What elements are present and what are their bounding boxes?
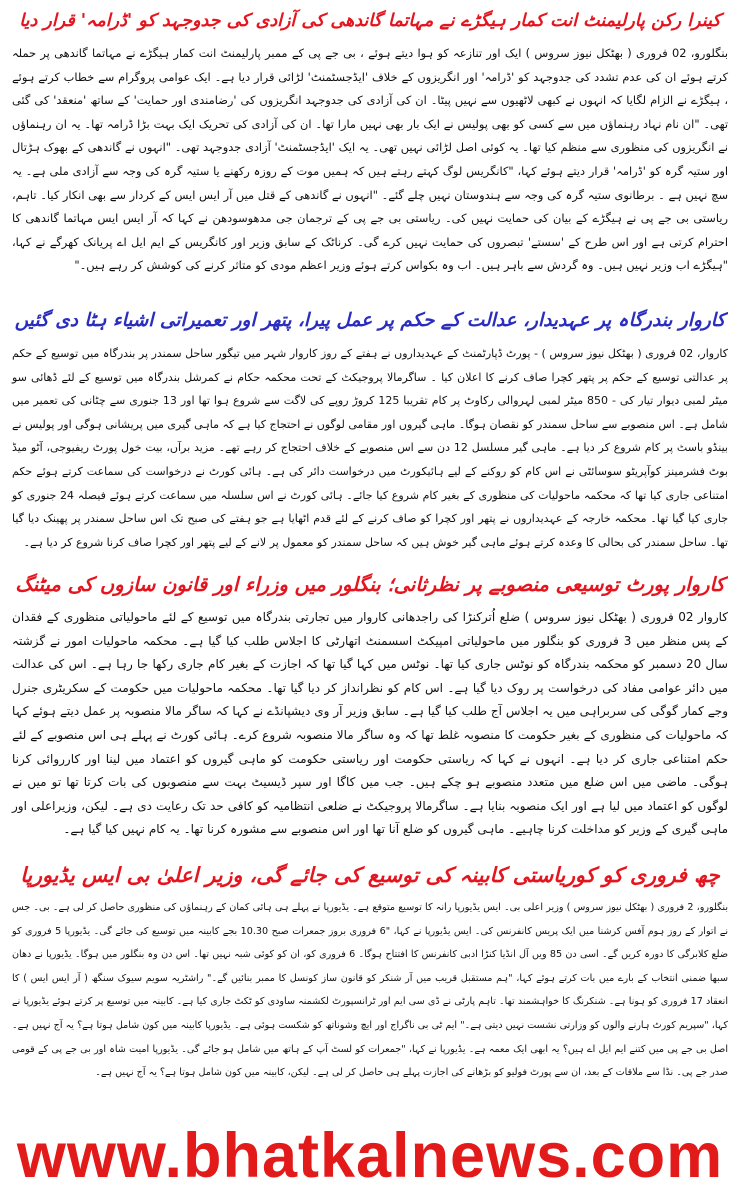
article-headline: چھ فروری کو کوریاستی کابینہ کی توسیع کی جائے گی، وزیر اعلیٰ بی ایس یڈیورپا bbox=[20, 863, 720, 887]
website-banner: www.bhatkalnews.com bbox=[16, 1122, 724, 1190]
article-headline: کاروار بندرگاہ پر عہدیدار، عدالت کے حکم پر عمل پیرا، پتھر اور تعمیراتی اشیاء ہٹا دی گئیں bbox=[14, 310, 726, 331]
article-cabinet-expansion bbox=[0, 848, 740, 1086]
article-headline: کینرا رکن پارلیمنٹ انت کمار ہیگڑے نے مہاتما گاندھی کی آزادی کی جدوجہد کو 'ڈرامہ' قرار دیا bbox=[19, 11, 721, 31]
article-body: کاروار، 02 فروری ( بھٹکل نیوز سروس ) - پورٹ ڈپارٹمنٹ کے عہدیداروں نے ہفتے کے روز کاروار شہر میں تیگور ساحل سمندر پر بندرگاہ میں توسیع کے حکم پر عدالتی توسیع کے حکم پر پتھر کچرا صاف کرنے کا اعلان کیا ۔ ساگرمالا پروجیکٹ کے تحت محکمہ حکام نے کمرشل بندرگاہ میں توسیع کے لئے ڈھائی سو میٹر لمبی دیوار تیار کی - 850 میٹر لمبی لہروالی رکاوٹ پر کام تقریبا 125 کروڑ روپے کی لاگت سے شروع ہوا تھا اور 13 جنوری سے چٹانی کی تعمیر میں شامل ہے۔ اس منصوبے سے ساحل سمندر کو نقصان ہوگا۔ ماہی گیروں اور مقامی لوگوں نے احتجاج کیا ہے کہ ماہی گیری میں پریشانی ہوگی اور پولیس نے بینڈو باسٹ پر کام شروع کر دیا ہے۔ ماہی گیر مسلسل 12 دن سے اس منصوبے کے خلاف احتجاج کر رہے تھے۔ مزید برآں، بیت خول پورٹ ریفیوجی، آٹو میڈ بوٹ فشرمینز کوآپریٹو سوسائٹی نے اس کام کو روکنے کے لیے ہائیکورٹ میں درخواست دائر کی ہے۔ ہائی کورٹ نے درخواست کی سماعت کرتے ہوئے حکم امتناعی جاری کیا تھا کہ محکمہ ماحولیات کی منظوری کے بغیر کام شروع کیا جائے۔ ہائی کورٹ نے اس سلسلہ میں سماعت کرتے ہوئے فیصلہ 24 جنوری کو جاری کیا گیا تھا۔ محکمہ خارجہ کے عہدیداروں نے پتھر اور کچرا کو صاف کرنے کے لئے قدم اٹھایا ہے جو ہفتے کی صبح تک اس ساحل سمندر پر پھینک دیا گیا تھا۔ ساحل سمندر کی بحالی کا وعدہ کرتے ہوئے ماہی گیر خوش ہیں کہ ساحل سمندر کو معمول پر لانے کے لیے پتھر اور کچرا صاف کرنا شروع کر دیا ہے۔ bbox=[12, 347, 728, 549]
article-hegde-gandhi bbox=[0, 0, 740, 300]
article-body: بنگلورو، 2 فروری ( بھٹکل نیوز سروس ) وزیر اعلی بی۔ ایس یڈیورپا رانہ کا توسیع متوقع ہے۔ یڈیورپا نے پہلے ہی ہائی کمان کے رہنماؤں کی منظوری حاصل کر لی ہے۔ بی۔ جس نے اتوار کے روز ہوم آفس کرشنا میں ایک پریس کانفرنس کی۔ ایس یڈیورپا نے کہا، "6 فروری بروز جمعرات صبح 10.30 بجے کابینہ میں توسیع کی جائے گی۔ یڈیورپا 5 فروری کو ضلع کلابرگی کا دورہ کریں گے۔ اسی دن 85 ویں آل انڈیا کنڑا ادبی کانفرنس کا افتتاح ہوگا۔ 6 فروری کو، ان کو کوئی شبہ نہیں تھا۔ اس دن وہ بنگلور میں ہوگا۔ یڈیورپا نے دھان سبھا ضمنی انتخاب کے بارے میں بات کرتے ہوئے کہا، "ہم مستقبل قریب میں آر شنکر کو قانون ساز کونسل کا ممبر بنائیں گے۔" راشٹریہ سویم سیوک سنگھ ( آر ایس ایس ) کا انعقاد 17 فروری کو ہونا ہے۔ شنکرنگ کا خواہشمند تھا۔ تاہم پارٹی نے ڈی سی ایم اور ٹرانسپورٹ لکشمنہ ساودی کو ٹکٹ جاری کیا ہے۔ کابینہ میں توسیع پر کرتے ہوئے یڈیورپا نے کہا، "سپریم کورٹ ہارنے والوں کو وزارتی نشست نہیں دیتی ہے۔" ایم ٹی بی ناگراج اور ایچ وشوناتھ کو شکست ہوئی ہے۔ یڈیورپا کابینہ میں کون شامل ہوتا ہے؟ یہ آج نہیں ہے۔ اصل بی جے پی میں کتنے ایم ایل اے ہیں؟ یہ ابھی ایک معمہ ہے۔ یڈیورپا نے کہا، "جمعرات کو لسٹ آپ کے ہاتھ میں شامل ہو جائے گی۔ یڈیورپا امیت شاہ اور بی جے پی کے قومی صدر جے پی۔ نڈا سے ملاقات کے بعد، ان سے پورٹ فولیو کو بڑھانے کی اجازت پہلے ہی حاصل کر لی ہے۔ لیکن، کابینہ میں کون شامل ہوتا ہے؟ یہ آج نہیں ہے۔ bbox=[12, 902, 728, 1079]
article-body: بنگلورو، 02 فروری ( بھٹکل نیوز سروس ) ایک اور تنازعہ کو ہوا دیتے ہوئے ، بی جے پی کے ممبر پارلیمنٹ انت کمار ہیگڑے نے مہاتما گاندھی پر حملہ کرتے ہوئے ان کی عدم تشدد کی جدوجہد کو 'ڈرامہ' اور انگریزوں کے خلاف 'ایڈجسٹمنٹ' لڑائی قرار دیا ہے۔ ایک عوامی پروگرام سے خطاب کرتے ہوئے ، ہیگڑے نے الزام لگایا کہ انہوں نے کبھی لاٹھیوں سے نہیں پیٹا۔ ان کی آزادی کی جدوجہد انگریزوں کی 'رضامندی اور حمایت' کے ساتھ 'منعقد' کی گئی تھی۔ "ان نام نہاد رہنماؤں میں سے کسی کو بھی پولیس نے ایک بار بھی نہیں مارا تھا۔ ان کی آزادی کی تحریک ایک بہت بڑا ڈرامہ تھا۔ یہ ان رہنماؤں نے انگریزوں کی منظوری سے منظم کیا تھا۔ یہ کوئی اصل لڑائی نہیں تھی۔ یہ ایک 'ایڈجسٹمنٹ' آزادی جدوجہد تھی۔ "انہوں نے گاندھی کے بھوک ہڑتال اور ستیہ گرہ کو 'ڈرامہ' قرار دیتے ہوئے کہا، "کانگریس لوگ کہتے رہتے ہیں کہ ہمیں موت کے روزہ رکھنے یا ستیہ گرہ کی وجہ سے آزادی ملی ہے۔ یہ سچ نہیں ہے ۔ برطانوی ستیہ گرہ کی وجہ سے ہندوستان نہیں چلے گئے۔ "انہوں نے گاندھی کے قتل میں آر ایس ایس کے کردار سے بھی انکار کیا۔ تاہم، ریاستی بی جے پی نے ہیگڑے کے بیان کی حمایت نہیں کی۔ ریاستی بی جے پی کے ترجمان جی مدھوسودھن نے کہا کہ آر ایس ایس مہاتما گاندھی کا احترام کرتی ہے اور اس طرح کے 'سستے' تبصروں کی حمایت نہیں کرے گی۔ کرناٹک کے سابق وزیر اور کانگریس کے ایم ایل اے پریانک کھرگے نے کہا، "ہیگڑے اب وزیر نہیں ہیں۔ وہ گردش سے باہر ہیں۔ اب وہ بکواس کرتے ہوئے وزیر اعظم مودی کو متاثر کرنے کی کوشش کر رہے ہیں۔" bbox=[12, 46, 728, 273]
article-headline: کاروار پورٹ توسیعی منصوبے پر نظرثانی؛ بنگلور میں وزراء اور قانون سازوں کی میٹنگ bbox=[15, 573, 725, 596]
article-karwar-port-cleanup bbox=[0, 300, 740, 556]
article-body: کاروار 02 فروری ( بھٹکل نیوز سروس ) ضلع اُترکنڑا کی راجدھانی کاروار میں تجارتی بندرگاہ میں توسیع کے لئے ماحولیاتی منظوری کے فقدان کے پس منظر میں 3 فروری کو بنگلور میں ماحولیاتی امپیکٹ اسسمنٹ اتھارٹی کا اجلاس طلب کیا گیا ہے۔ محکمہ ماحولیات امور نے گزشتہ سال 20 دسمبر کو محکمہ بندرگاہ کو نوٹس جاری کیا تھا۔ نوٹس میں کہا گیا تھا کہ اجازت کے بغیر کام جاری رکھا جا رہا ہے۔ اس کی عدالت میں دائر عوامی مفاد کی درخواست پر روک دیا گیا ہے۔ اس کام کو نظرانداز کر دیا گیا تھا۔ محکمہ ماحولیات میں حکومت کے سکریٹری جنرل وجے کمار گوگی کی سربراہی میں یہ اجلاس آج طلب کیا گیا ہے۔ سابق وزیر آر وی دیشپانڈے نے کہا کہ ساگر مالا منصوبہ پر عمل دیتے ہوئے کہا کہ ماحولیات کی منظوری کے بغیر حکومت کا منصوبہ غلط تھا کہ وہ ساگر مالا منصوبہ شروع کرے۔ ہائی کورٹ نے پہلے ہی اس منصوبے کے لئے حکم امتناعی جاری کر دیا ہے۔ انہوں نے کہا کہ ریاستی حکومت اور ریاستی حکومت کو ماہی گیروں کو اعتماد میں لینا اور کارروائی کرنا ہوگی۔ ماضی میں اس ضلع میں متعدد منصوبے ہو چکے ہیں۔ جب میں کاگا اور سپر ڈیسیٹ بہت سے منصوبوں کی بات کرتا تھا تو میں نے لوگوں کو اعتماد میں لیا ہے اور ایک منصوبہ بنایا ہے۔ ساگرمالا پروجیکٹ نے ضلعی انتظامیہ کو کافی حد تک رعایت دی ہے۔ لیکن، وزیراعلی اور ماہی گیری کے وزیر کو مداخلت کرنا چاہیے۔ ماہی گیروں کو ضلع آنا تھا اور اس منصوبے سے مشورہ کرنا تھا۔ یہ کام نہیں کیا گیا ہے۔ bbox=[12, 610, 729, 837]
article-karwar-port-review-meeting bbox=[0, 556, 740, 848]
